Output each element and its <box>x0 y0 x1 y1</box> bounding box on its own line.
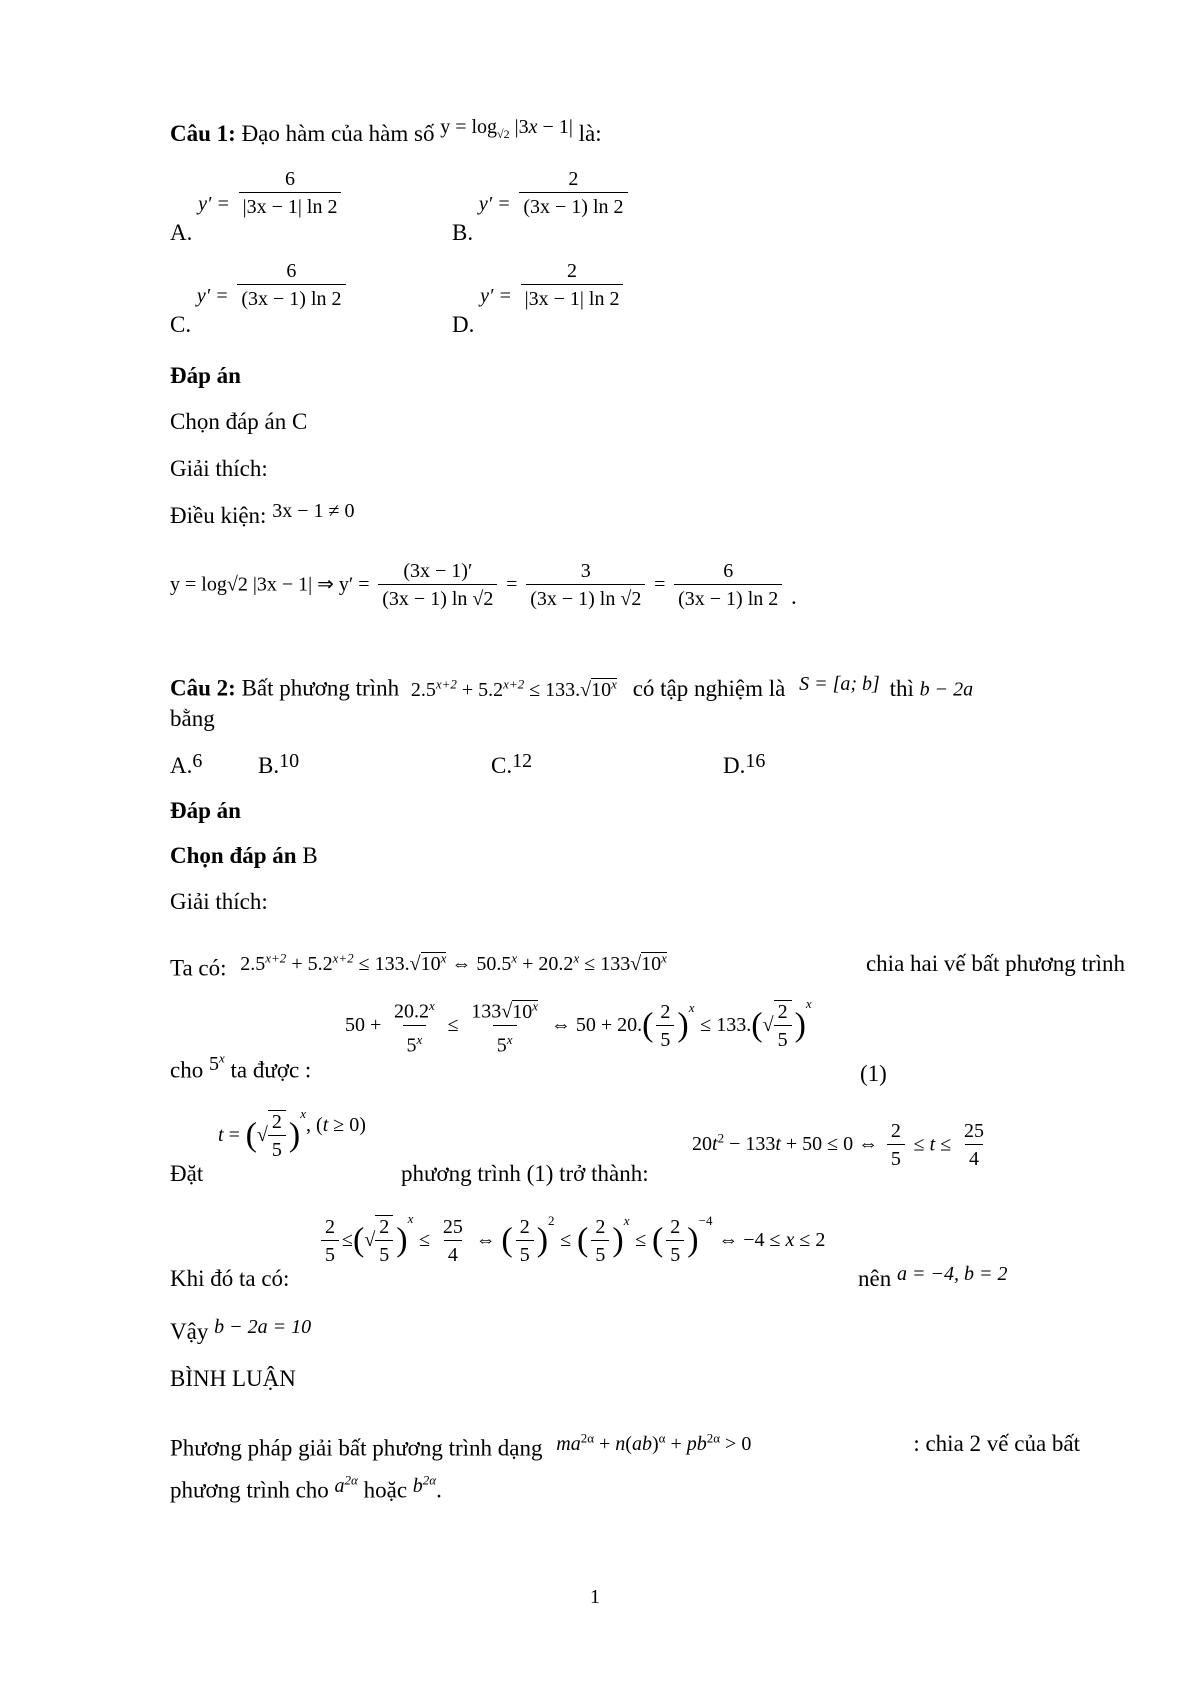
q1-option-d[interactable] <box>452 260 626 338</box>
q2-option-d[interactable] <box>723 752 765 781</box>
q1-text: Đạo hàm của hàm số <box>241 121 435 146</box>
q1-answer-heading: Đáp án <box>170 363 241 388</box>
q2-option-c[interactable] <box>491 752 532 781</box>
option-letter: D. <box>452 312 475 338</box>
q1-option-a[interactable] <box>170 168 344 246</box>
fraction-denominator: |3x − 1| ln 2 <box>521 284 624 310</box>
option-letter: A. <box>170 220 193 246</box>
option-fraction <box>519 168 627 218</box>
q1-derivation: y = log√2 |3x − 1| ⇒ y′ = $\frac{(3x - 1)'}{(3x - 1) \ln √2}$ = $\frac{3}{(3x - 1) \ln √2}$ = $\frac{6}{(3x - 1) \ln 2}$ . <box>170 560 797 610</box>
option-letter: B. <box>452 220 474 246</box>
q1-stem <box>170 116 602 156</box>
method-text-2: : chia 2 vế của bất <box>913 1431 1080 1456</box>
q2-answer-heading: Đáp án <box>170 798 241 823</box>
fraction-numerator: 6 <box>286 260 297 282</box>
q2-label: Câu 2: <box>170 675 236 701</box>
q2-option-a[interactable] <box>170 752 202 781</box>
derivation-fraction-3 <box>674 560 782 610</box>
q2-khi-do: Khi đó ta có: <box>170 1266 290 1291</box>
ta-co-label: Ta có: <box>170 955 227 981</box>
condition-label: Điều kiện: <box>170 503 267 528</box>
option-value: 12 <box>512 750 533 772</box>
option-fraction <box>239 168 342 218</box>
nen-label: nên <box>858 1266 892 1291</box>
option-letter: C. <box>491 753 513 778</box>
fraction-denominator: (3x − 1) ln √2 <box>378 584 497 610</box>
option-value: 6 <box>192 750 203 772</box>
q2-text: Bất phương trình <box>241 675 400 701</box>
method-line-1 <box>170 1430 1080 1464</box>
option-lhs: y′ = <box>478 193 511 216</box>
derivation-fraction-1 <box>378 560 497 610</box>
q2-solution-chain: $\frac{2}{5}$ ≤(√ $\frac{2}{5}$ )$^x$ ≤ $\frac{25}{4}$ ⇔ ( $\frac{2}{5}$ )$^2$ ≤ ( $\frac{2}{5}$ )$^x$ ≤ ( $\frac{2}{5}$ )$^{-4}$ ⇔ −4 ≤ x ≤ 2 <box>318 1215 825 1266</box>
q1-suffix: là: <box>578 121 602 146</box>
method-line-2: phương trình cho $a^{2\alpha}$ hoặc $b^{2\alpha}$. <box>170 1472 442 1503</box>
vay-label: Vậy <box>170 1319 209 1344</box>
q2-nen-line <box>858 1265 1007 1294</box>
fraction-denominator: (3x − 1) ln 2 <box>519 192 627 218</box>
comment-heading: BÌNH LUẬN <box>170 1366 296 1391</box>
q2-cho-line: cho 5$^x$ ta được : <box>170 1050 312 1083</box>
fraction-denominator: (3x − 1) ln 2 <box>674 584 782 610</box>
cho-label: cho <box>170 1057 204 1083</box>
option-letter: C. <box>170 312 192 338</box>
hoac-label: hoặc <box>363 1477 408 1503</box>
option-fraction <box>237 260 345 310</box>
fraction-numerator: 2 <box>567 260 578 282</box>
q2-conclusion <box>170 1318 311 1347</box>
q1-label: Câu 1: <box>170 121 236 146</box>
option-letter: D. <box>723 753 746 778</box>
q2-becomes: phương trình (1) trở thành: <box>401 1161 649 1186</box>
option-fraction <box>521 260 624 310</box>
option-letter: B. <box>258 753 280 778</box>
condition-formula: 3x − 1 ≠ 0 <box>272 500 355 522</box>
eq1-marker: (1) <box>860 1061 887 1086</box>
q2-quadratic: $20t^2 - 133t + 50 \le 0$ ⇔ $\frac{2}{5}$ ≤ t ≤ $\frac{25}{4}$ <box>692 1120 984 1170</box>
q1-option-c[interactable] <box>170 260 349 338</box>
option-letter: A. <box>170 753 193 778</box>
option-value: 10 <box>279 750 300 772</box>
fraction-numerator: 3 <box>580 560 591 582</box>
q2-mid: có tập nghiệm là <box>632 675 786 701</box>
page-number: 1 <box>590 1586 600 1608</box>
choice-text: Chọn đáp án <box>170 843 297 868</box>
fraction-numerator: 6 <box>285 168 296 190</box>
q1-explain: Giải thích: <box>170 456 268 481</box>
option-lhs: y′ = <box>480 285 512 308</box>
step1-formula: $2.5^{x+2} + 5.2^{x+2} \le 133.√10^x$ ⇔ $50.5^x + 20.2^x \le 133√10^x$ <box>240 950 667 975</box>
fraction-denominator: (3x − 1) ln √2 <box>526 584 645 610</box>
q2-step1 <box>170 950 1125 984</box>
option-lhs: y′ = <box>196 285 229 308</box>
q2-inequality: $2.5^{x+2} + 5.2^{x+2} \le 133.√10^x$ <box>410 676 617 701</box>
q1-condition <box>170 502 354 531</box>
ab-values: a = −4, b = 2 <box>896 1263 1008 1285</box>
final-result: b − 2a = 10 <box>214 1316 312 1338</box>
q2-tail: bằng <box>170 706 215 731</box>
q2-then: thì <box>889 675 914 701</box>
q1-option-b[interactable] <box>452 168 631 246</box>
derivation-fraction-2 <box>526 560 645 610</box>
q2-dat-label: Đặt <box>170 1161 204 1186</box>
q2-divided-inequality: 50 + $\frac{20.2^x}{5^x}$ ≤ $\frac{133√10^x}{5^x}$ ⇔ 50 + 20.( $\frac{2}{5}$ )$^x$ ≤ 133.(√ $\frac{2}{5}$ )$^x$ <box>345 996 812 1057</box>
step1-tail: chia hai vế bất phương trình <box>865 951 1125 976</box>
fraction-numerator: 6 <box>723 560 734 582</box>
fraction-numerator: 2 <box>568 168 579 190</box>
choice-letter: B <box>302 843 318 868</box>
option-value: 16 <box>745 750 766 772</box>
method-text-3: phương trình cho <box>170 1477 329 1503</box>
ta-duoc-label: ta được : <box>230 1057 312 1083</box>
option-lhs: y′ = <box>198 193 230 216</box>
fraction-numerator: (3x − 1)′ <box>403 560 473 582</box>
derivation-lhs: y = log√2 |3x − 1| ⇒ y′ = <box>170 573 370 596</box>
q2-set: S = [a; b] <box>799 672 880 695</box>
method-text-1: Phương pháp giải bất phương trình dạng <box>170 1435 543 1461</box>
method-formula: $ma^{2\alpha} + n(ab)^\alpha + pb^{2\alpha} > 0$ <box>556 1430 752 1455</box>
fraction-denominator: |3x − 1| ln 2 <box>239 192 342 218</box>
q1-function: $y = \log_{√2} |3x - 1|$ <box>440 116 573 141</box>
q2-explain: Giải thích: <box>170 889 268 914</box>
q2-stem <box>170 670 973 704</box>
q2-expr: b − 2a <box>919 678 974 701</box>
q1-choice: Chọn đáp án C <box>170 409 308 434</box>
fraction-denominator: (3x − 1) ln 2 <box>237 284 345 310</box>
q2-t-definition: t = (√ $\frac{2}{5}$ )$^x$, (t ≥ 0) <box>218 1106 366 1161</box>
q2-option-b[interactable] <box>258 752 299 781</box>
q2-choice <box>170 842 318 870</box>
